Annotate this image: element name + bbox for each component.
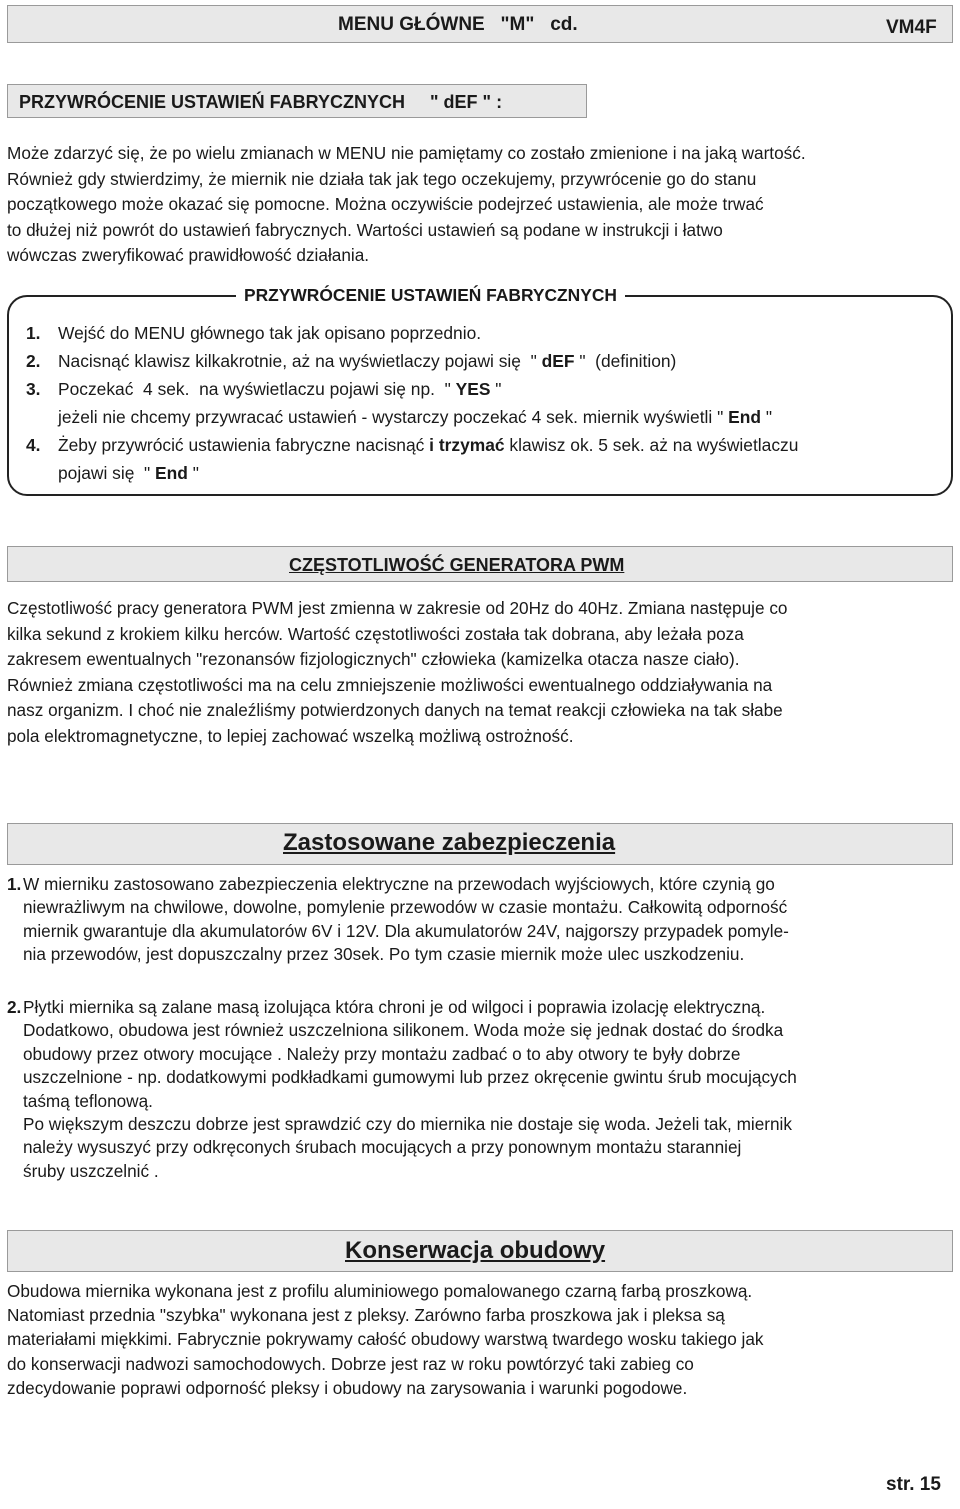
step-text-part: Żeby przywrócić ustawienia fabryczne nacisnąć xyxy=(58,435,430,455)
pwm-section-paragraph: Częstotliwość pracy generatora PWM jest zmienna w zakresie od 20Hz do 40Hz. Zmiana następuje co kilka sekund z krokiem kilku herców. Wartość częstotliwości została tak dobrana, aby leżała poza zakresem ewentualnych "rezonansów fizjologicznych" człowieka (kamizelka otacza nasze ciało). Również zmiana częstotliwości ma na celu zmniejszenie możliwości ewentualnego oddziaływania na nasz organizm. I choć nie znaleźliśmy potwierdzonych danych na temat reakcji człowieka na tak słabe pola elektromagnetyczne, to lepiej zachować wszelką możliwą ostrożność. xyxy=(7,598,788,746)
step-number: 2. xyxy=(26,351,41,371)
step-text-part: Nacisnąć klawisz kilkakrotnie, aż na wyświetlaczy pojawi się " xyxy=(58,351,542,371)
procedure-title: PRZYWRÓCENIE USTAWIEŃ FABRYCZNYCH xyxy=(236,285,625,306)
step-text xyxy=(58,431,946,459)
item-text: Płytki miernika są zalane masą izolująca która chroni je od wilgoci i poprawia izolację elektryczną. Dodatkowo, obudowa jest również uszczelniona silikonem. Woda może się jednak dostać do środka obudowy przez otwory mocujące . Należy przy montażu zadbać o to aby otwory te były dobrze uszczelnione - np. dodatkowymi podkładkami gumowymi lub przez okręcenie gwintu śrub mocujących taśmą teflonową. Po większym deszczu dobrze jest sprawdzić czy do miernika nie dostaje się woda. Jeżeli tak, miernik należy wysuszyć przy odkręconych śrubach mocujących a przy ponownym montażu staranniej śruby uszczelnić . xyxy=(23,997,797,1181)
page-title: MENU GŁÓWNE "M" cd. xyxy=(338,14,578,35)
step-text xyxy=(58,459,946,487)
procedure-step xyxy=(26,431,946,459)
step-text-bold: End xyxy=(728,407,761,427)
procedure-steps xyxy=(26,319,946,487)
protection-section-title: Zastosowane zabezpieczenia xyxy=(283,829,616,856)
page-number: str. 15 xyxy=(886,1474,941,1495)
procedure-step xyxy=(26,375,946,403)
step-text-bold: YES xyxy=(455,379,491,399)
step-text-part: " xyxy=(490,379,502,399)
step-text-part: pojawi się " xyxy=(58,463,156,483)
maintenance-section-paragraph: Obudowa miernika wykonana jest z profilu aluminiowego pomalowanego czarną farbą proszkową. Natomiast przednia "szybka" wykonana jest z pleksy. Zarówno farba proszkowa jak i pleksa są materiałami miękkimi. Fabrycznie pokrywamy całość obudowy warstwą twardego wosku takiego jak do konserwacji nadwozi samochodowych. Dobrze jest raz w roku powtórzyć taki zabieg co zdecydowanie poprawi odporność pleksy i obudowy na zarysowania i warunki pogodowe. xyxy=(7,1281,764,1398)
step-text-part: " xyxy=(760,407,772,427)
step-text-bold: End xyxy=(155,463,188,483)
step-text-bold: dEF xyxy=(541,351,575,371)
step-number xyxy=(26,459,58,487)
procedure-step xyxy=(26,403,946,431)
step-text-bold: i trzymać xyxy=(429,435,505,455)
pwm-section-title: CZĘSTOTLIWOŚĆ GENERATORA PWM xyxy=(289,555,625,575)
step-text-part: " xyxy=(187,463,199,483)
step-text-part: jeżeli nie chcemy przywracać ustawień - wystarczy poczekać 4 sek. miernik wyświetli " xyxy=(58,407,729,427)
def-section-title: PRZYWRÓCENIE USTAWIEŃ FABRYCZNYCH " dEF " : xyxy=(19,92,503,112)
procedure-step xyxy=(26,319,946,347)
step-number: 3. xyxy=(26,379,41,399)
item-number: 2. xyxy=(7,997,22,1017)
step-text xyxy=(58,403,946,431)
step-text: Wejść do MENU głównego tak jak opisano poprzednio. xyxy=(58,323,482,343)
item-text: W mierniku zastosowano zabezpieczenia elektryczne na przewodach wyjściowych, które czynią go niewrażliwym na chwilowe, dowolne, pomylenie przewodów w czasie montażu. Całkowitą odporność miernik gwarantuje dla akumulatorów 6V i 12V. Dla akumulatorów 24V, najgorszy przypadek pomyle- nia przewodów, jest dopuszczalny przez 30sek. Po tym czasie miernik może ulec uszkodzeniu. xyxy=(23,874,789,965)
protection-item xyxy=(7,873,953,967)
model-code: VM4F xyxy=(886,17,937,38)
step-number: 1. xyxy=(26,323,41,343)
item-number: 1. xyxy=(7,874,22,894)
step-text xyxy=(58,375,946,403)
step-text-part: klawisz ok. 5 sek. aż na wyświetlaczu xyxy=(504,435,799,455)
step-number xyxy=(26,403,58,431)
procedure-step xyxy=(26,459,946,487)
step-text-part: " (definition) xyxy=(574,351,677,371)
maintenance-section-title: Konserwacja obudowy xyxy=(345,1237,606,1264)
procedure-step xyxy=(26,347,946,375)
protection-item xyxy=(7,996,953,1183)
def-section-paragraph: Może zdarzyć się, że po wielu zmianach w MENU nie pamiętamy co zostało zmienione i na jaką wartość. Również gdy stwierdzimy, że miernik nie działa tak jak tego oczekujemy, przywrócenie go do stanu początkowego może okazać się pomocne. Można oczywiście podejrzeć ustawienia, ale może trwać to dłużej niż powrót do ustawień fabrycznych. Wartości ustawień są podane w instrukcji i łatwo wówczas zweryfikować prawidłowość działania. xyxy=(7,143,806,266)
step-text xyxy=(58,347,946,375)
step-number: 4. xyxy=(26,435,41,455)
step-text-part: Poczekać 4 sek. na wyświetlaczu pojawi się np. " xyxy=(58,379,456,399)
